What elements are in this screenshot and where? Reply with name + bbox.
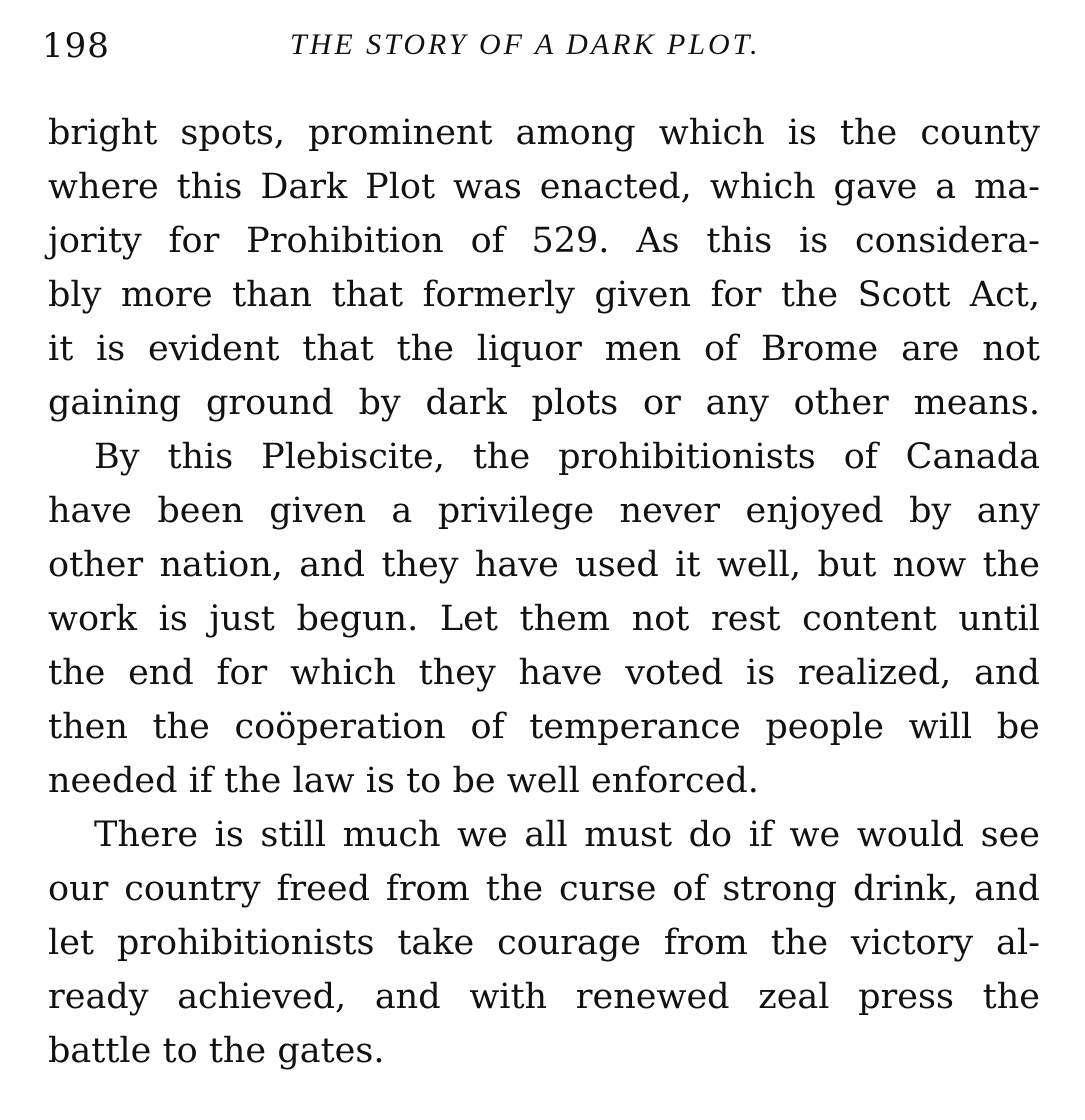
text-line: have been given a privilege never enjoyed by any bbox=[48, 491, 1040, 531]
text-line: then the coöperation of temperance people will be bbox=[48, 707, 1040, 747]
text-line: ready achieved, and with renewed zeal press the bbox=[48, 977, 1040, 1017]
page-header bbox=[40, 22, 1050, 72]
text-line: jority for Prohibition of 529. As this is considera- bbox=[48, 221, 1040, 261]
text-line: the end for which they have voted is realized, and bbox=[48, 653, 1040, 693]
text-line: gaining ground by dark plots or any other means. bbox=[48, 383, 1040, 423]
body-text bbox=[48, 106, 1040, 1078]
text-line: where this Dark Plot was enacted, which gave a ma- bbox=[48, 167, 1040, 207]
text-line: it is evident that the liquor men of Brome are not bbox=[48, 329, 1040, 369]
text-line: needed if the law is to be well enforced. bbox=[48, 761, 759, 801]
text-line: bly more than that formerly given for the Scott Act, bbox=[48, 275, 1040, 315]
running-title: THE STORY OF A DARK PLOT. bbox=[290, 28, 761, 61]
text-line: By this Plebiscite, the prohibitionists of Canada bbox=[94, 437, 1040, 477]
text-line: our country freed from the curse of strong drink, and bbox=[48, 869, 1040, 909]
page-number: 198 bbox=[42, 26, 110, 66]
text-line: work is just begun. Let them not rest content until bbox=[48, 599, 1040, 639]
text-line: let prohibitionists take courage from the victory al- bbox=[48, 923, 1040, 963]
text-line: bright spots, prominent among which is the county bbox=[48, 113, 1040, 153]
text-line: other nation, and they have used it well, but now the bbox=[48, 545, 1040, 585]
text-line: battle to the gates. bbox=[48, 1031, 385, 1071]
text-line: There is still much we all must do if we would see bbox=[94, 815, 1040, 855]
